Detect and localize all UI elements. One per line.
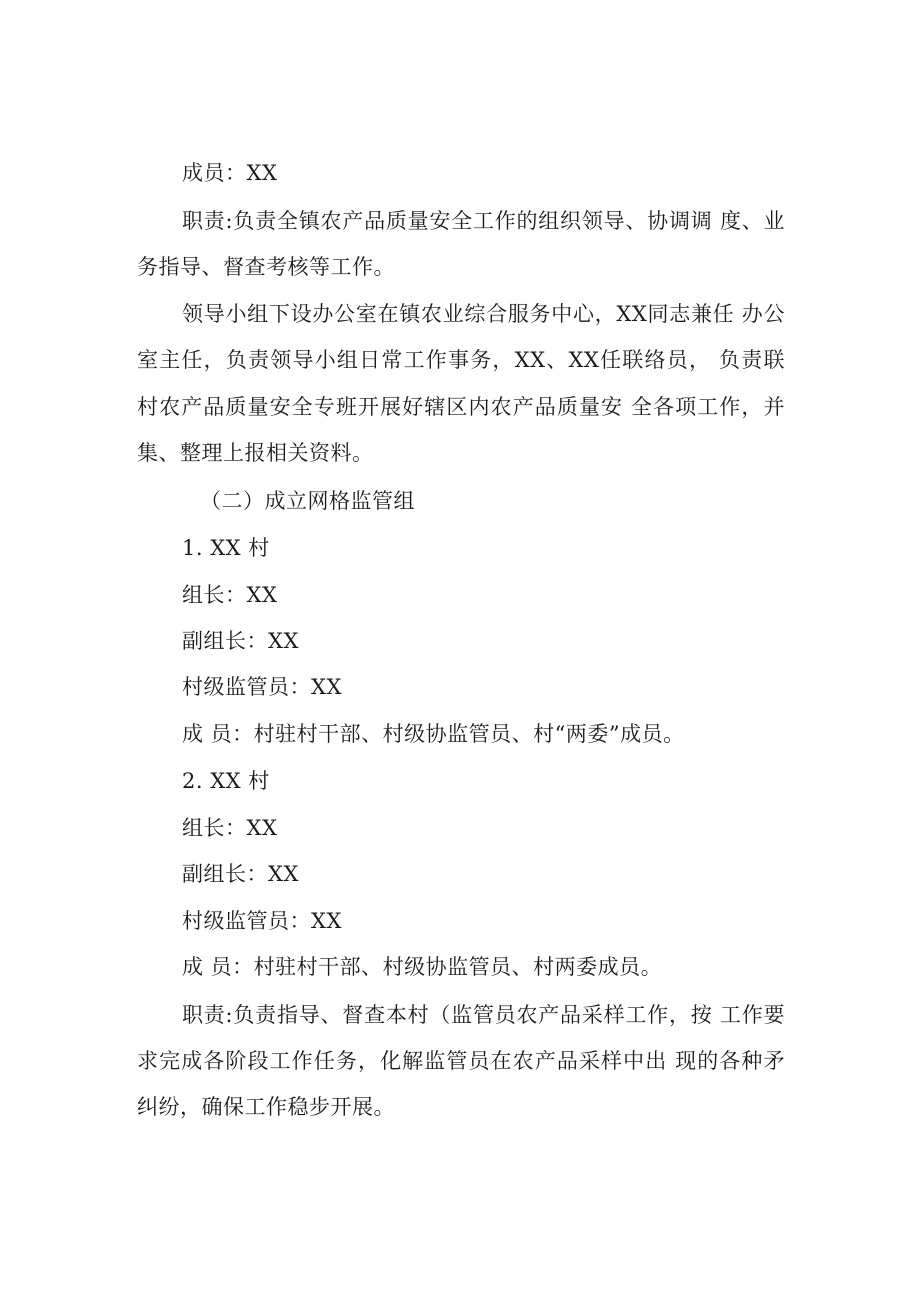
section-heading-grid-groups: （二）成立网格监管组: [200, 489, 415, 513]
duties-paragraph-line-2: 务指导、督查考核等工作。: [137, 255, 395, 279]
grid-duties-line-1: 职责:负责指导、督查本村（监管员农产品采样工作，按 工作要: [182, 1003, 785, 1027]
village-2-heading: 2. XX 村: [182, 769, 270, 793]
village-2-members: 成 员：村驻村干部、村级协监管员、村两委成员。: [182, 955, 663, 979]
village-1-deputy-leader: 副组长：XX: [182, 629, 299, 653]
office-paragraph-line-3: 村农产品质量安全专班开展好辖区内农产品质量安 全各项工作，并: [137, 395, 785, 419]
office-paragraph-line-1: 领导小组下设办公室在镇农业综合服务中心，XX同志兼任 办公: [182, 302, 785, 326]
grid-duties-line-2: 求完成各阶段工作任务，化解监管员在农产品采样中出 现的各种矛: [137, 1049, 785, 1073]
village-2-deputy-leader: 副组长：XX: [182, 862, 299, 886]
office-paragraph-line-2: 室主任，负责领导小组日常工作事务，XX、XX任联络员， 负责联: [137, 348, 785, 372]
duties-paragraph-line-1: 职责:负责全镇农产品质量安全工作的组织领导、协调调 度、业: [182, 209, 785, 233]
village-2-supervisor: 村级监管员：XX: [182, 909, 342, 933]
village-2-leader: 组长：XX: [182, 816, 278, 840]
grid-duties-line-3: 纠纷，确保工作稳步开展。: [137, 1095, 395, 1119]
office-paragraph-line-4: 集、整理上报相关资料。: [137, 441, 374, 465]
village-1-supervisor: 村级监管员：XX: [182, 675, 342, 699]
village-1-heading: 1. XX 村: [182, 536, 270, 560]
village-1-members: 成 员：村驻村干部、村级协监管员、村“两委”成员。: [182, 722, 685, 746]
village-1-leader: 组长：XX: [182, 583, 278, 607]
members-line: 成员：XX: [182, 161, 278, 185]
